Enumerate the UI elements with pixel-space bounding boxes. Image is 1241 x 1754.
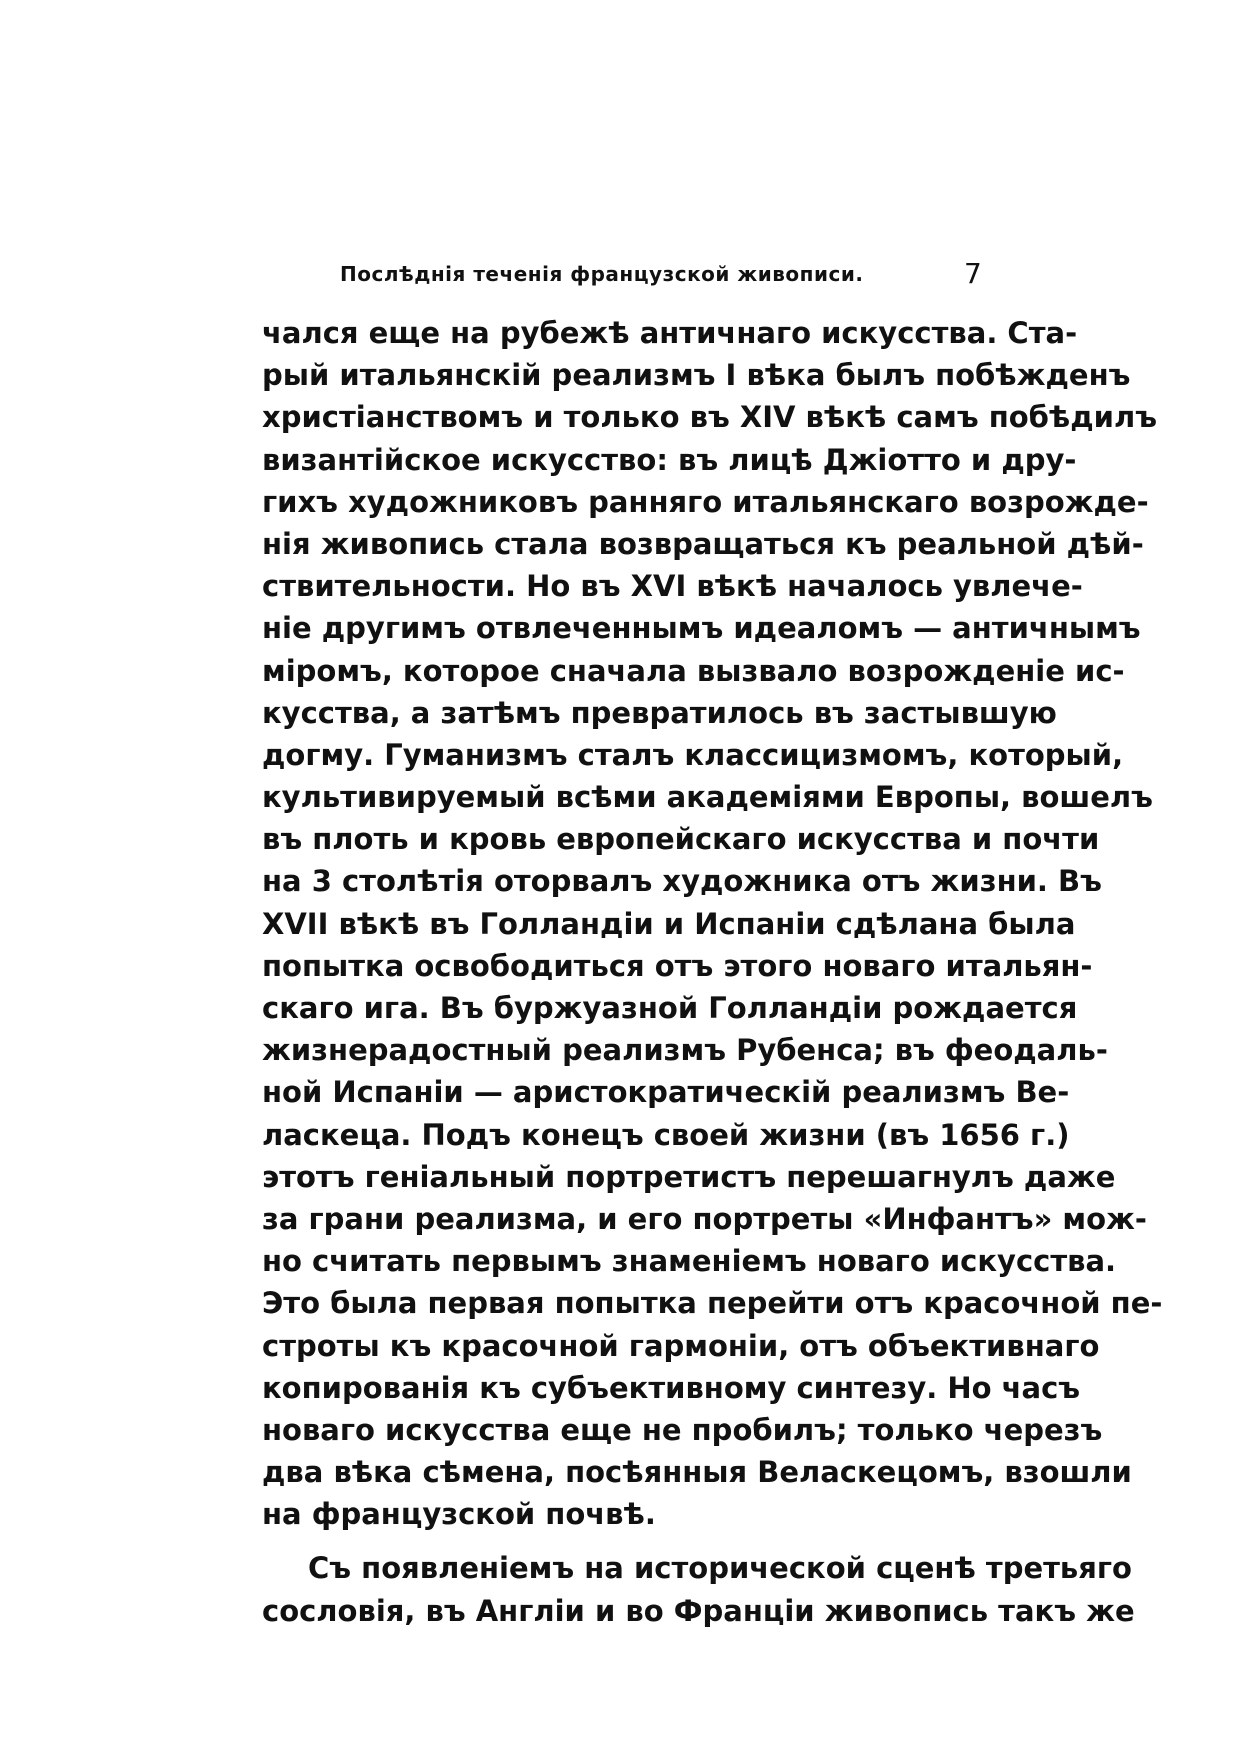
text-line: ной Испаніи — аристократическій реализмъ Ве- xyxy=(262,1075,1070,1110)
text-line: византійское искусство: въ лицѣ Джіотто и дру- xyxy=(262,442,1077,477)
paragraph-2 xyxy=(262,1547,1135,1631)
running-header xyxy=(340,256,990,292)
text-line: жизнерадостный реализмъ Рубенса; въ феодаль- xyxy=(262,1033,1108,1068)
text-line: копированія къ субъективному синтезу. Но часъ xyxy=(262,1370,1081,1405)
text-line: этотъ геніальный портретистъ перешагнулъ даже xyxy=(262,1159,1116,1194)
text-line: на французской почвѣ. xyxy=(262,1497,656,1532)
body-text xyxy=(262,312,1163,1632)
text-line: въ плоть и кровь европейскаго искусства и почти xyxy=(262,822,1100,857)
text-line: ніе другимъ отвлеченнымъ идеаломъ — античнымъ xyxy=(262,611,1141,646)
text-line: догму. Гуманизмъ сталъ классицизмомъ, который, xyxy=(262,737,1124,772)
text-line: Съ появленіемъ на исторической сценѣ третьяго xyxy=(308,1551,1132,1586)
text-line: XVII вѣкѣ въ Голландіи и Испаніи сдѣлана была xyxy=(262,906,1076,941)
text-line: на 3 столѣтія оторвалъ художника отъ жизни. Въ xyxy=(262,864,1102,899)
text-line: кусства, а затѣмъ превратилось въ застывшую xyxy=(262,695,1057,730)
text-line: Это была первая попытка перейти отъ красочной пе- xyxy=(262,1286,1163,1321)
text-line: міромъ, которое сначала вызвало возрожденіе ис- xyxy=(262,653,1125,688)
text-line: два вѣка сѣмена, посѣянныя Веласкецомъ, взошли xyxy=(262,1455,1132,1490)
text-line: за грани реализма, и его портреты «Инфантъ» мож- xyxy=(262,1201,1147,1236)
paragraph-gap xyxy=(262,1535,978,1547)
running-title: Послѣднія теченія французской живописи. xyxy=(340,262,864,286)
text-line: новаго искусства еще не пробилъ; только черезъ xyxy=(262,1412,1103,1447)
page-number: 7 xyxy=(964,257,982,290)
text-line: культивируемый всѣми академіями Европы, вошелъ xyxy=(262,780,1153,815)
text-line: нія живопись стала возвращаться къ реальной дѣй- xyxy=(262,526,1144,561)
text-line: чался еще на рубежѣ античнаго искусства. Ста- xyxy=(262,316,1078,350)
text-line: христіанствомъ и только въ XIV вѣкѣ самъ побѣдилъ xyxy=(262,400,1158,435)
text-line: рый итальянскій реализмъ I вѣка былъ побѣжденъ xyxy=(262,358,1131,393)
text-line: ствительности. Но въ XVI вѣкѣ началось увлече- xyxy=(262,569,1083,604)
text-line: сословія, въ Англіи и во Франціи живопись такъ же xyxy=(262,1593,1135,1628)
text-line: ласкеца. Подъ конецъ своей жизни (въ 1656 г.) xyxy=(262,1117,1070,1152)
text-line: попытка освободиться отъ этого новаго итальян- xyxy=(262,948,1093,983)
paragraph-1 xyxy=(262,312,1163,1535)
text-line: скаго ига. Въ буржуазной Голландіи рождается xyxy=(262,991,1078,1025)
text-line: но считать первымъ знаменіемъ новаго искусства. xyxy=(262,1244,1117,1279)
text-line: строты къ красочной гармоніи, отъ объективнаго xyxy=(262,1328,1100,1363)
text-line: гихъ художниковъ ранняго итальянскаго возрожде- xyxy=(262,484,1149,519)
